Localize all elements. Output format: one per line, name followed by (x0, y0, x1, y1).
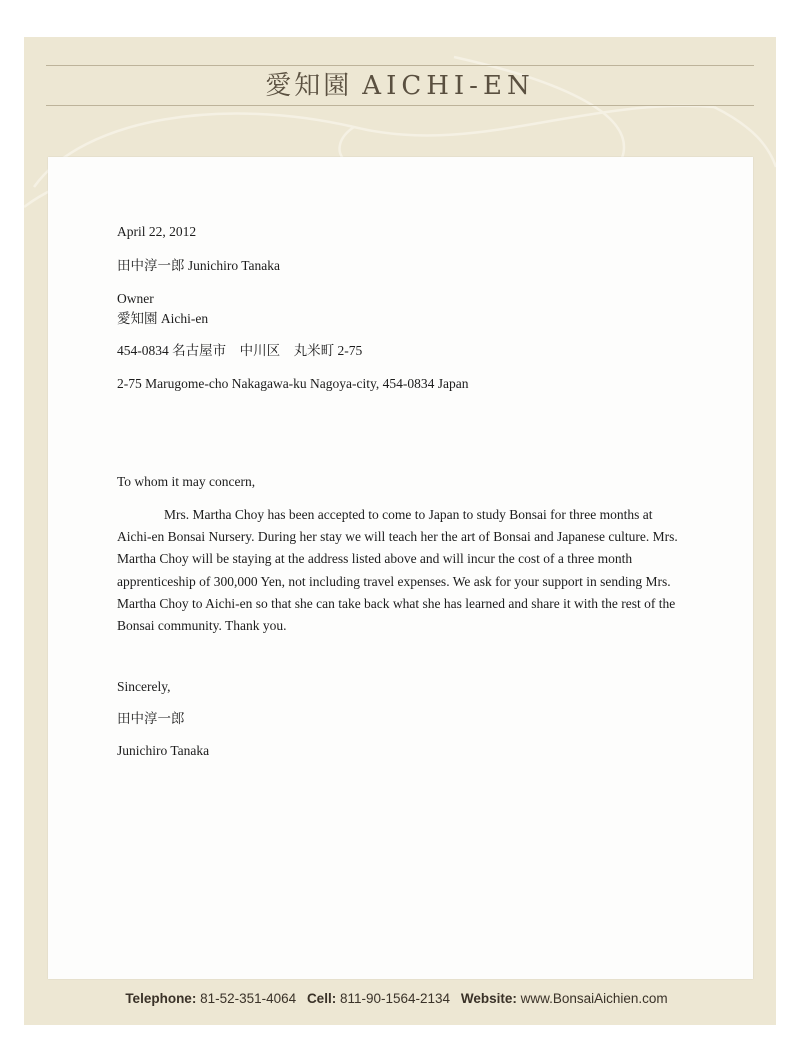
telephone-label: Telephone: (125, 991, 197, 1006)
signature-name: Junichiro Tanaka (117, 743, 210, 759)
closing: Sincerely, (117, 679, 171, 695)
sender-name: 田中淳一郎 Junichiro Tanaka (117, 258, 281, 273)
telephone-value: 81-52-351-4064 (200, 991, 297, 1006)
cell-label: Cell: (306, 991, 337, 1006)
letter-body: Mrs. Martha Choy has been accepted to come to Japan to study Bonsai for three months at Aichi-en Bonsai Nursery. During her stay we will teach her the art of Bonsai and Japanese culture. Mrs. Martha Choy will be staying at the address listed above and will incur the cost of a three month apprenticeship of 300,000 Yen, not including travel expenses. We ask for your support in sending Mrs. Martha Choy to Aichi-en so that she can take back what she has learned and share it with the rest of the Bonsai community. Thank you. (117, 507, 678, 634)
website-label: Website: (460, 991, 517, 1006)
website-link[interactable]: www.BonsaiAichien.com (520, 991, 668, 1006)
signature-kanji: 田中淳一郎 (117, 711, 185, 727)
company-name: 愛知園 Aichi-en (117, 311, 209, 326)
brand-title (24, 67, 776, 105)
sender-title: Owner (117, 291, 154, 306)
salutation: To whom it may concern, (117, 474, 256, 489)
brand-roman: AICHI-EN (362, 71, 535, 101)
letter-content (117, 222, 687, 761)
address-japanese: 454-0834 名古屋市 中川区 丸米町 2-75 (117, 343, 363, 358)
contact-footer (24, 987, 776, 1011)
brand-kanji: 愛知園 (265, 71, 353, 101)
bottom-rule (46, 105, 754, 106)
letter-date: April 22, 2012 (117, 224, 197, 239)
top-rule (46, 65, 754, 66)
address-english: 2-75 Marugome-cho Nakagawa-ku Nagoya-city, 454-0834 Japan (117, 376, 469, 391)
cell-value: 811-90-1564-2134 (339, 991, 451, 1006)
